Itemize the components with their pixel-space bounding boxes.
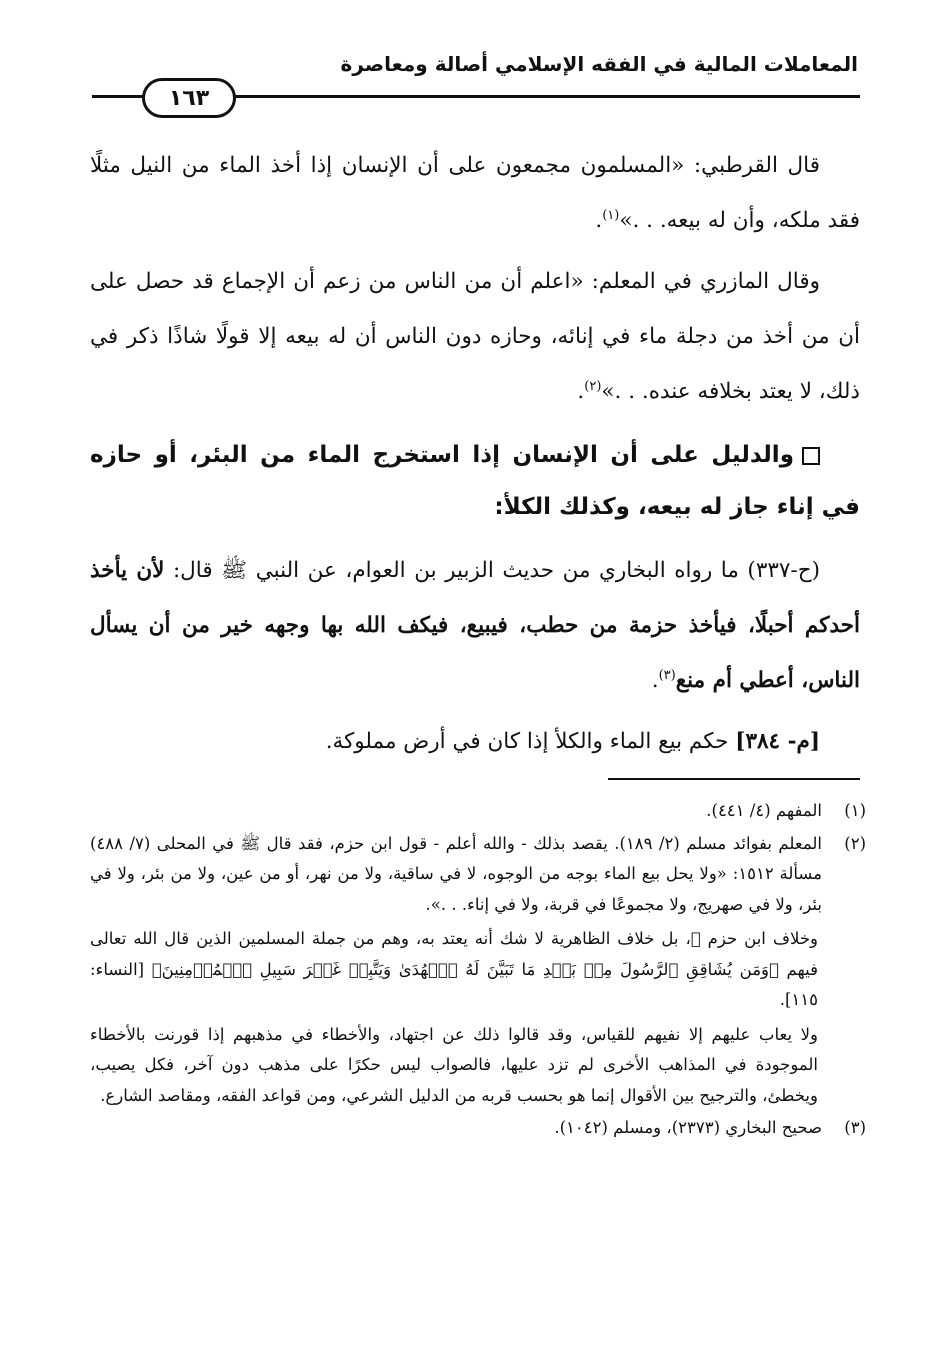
footnote-2-continuation-2: ولا يعاب عليهم إلا نفيهم للقياس، وقد قالوا ذلك عن اجتهاد، والأخطاء في مذهبهم إذا قورنت بالأخطاء الموجودة في المذاهب الأخرى لم تزد عليها، فالصواب ليس حكرًا على مذهب دون آخر، فكل يصيب، ويخطئ، والترجيح بين الأقوال إنما هو بحسب قربه من الدليل الشرعي، ومن قواعد الفقه، ومقاصد الشارع. (90, 1024, 818, 1105)
footnote-text: المفهم (٤/ ٤٤١). (706, 801, 822, 820)
footnote-number: (١) (844, 801, 866, 820)
footnote-number: (٢) (844, 833, 866, 853)
hadith-text: لأن يأخذ أحدكم أحبلًا، فيأخذ حزمة من حطب، فيبيع، فيكف الله بها وجهه خير من أن يسأل الناس، أعطي أم منع (90, 558, 860, 693)
qurtubi-quote-text: قال القرطبي: «المسلمون مجمعون على أن الإنسان إذا أخذ الماء من النيل مثلًا فقد ملكه، وأن له بيعه. . .» (90, 153, 860, 233)
main-text (90, 138, 860, 775)
footnote-3 (90, 1113, 866, 1144)
footnote-2 (90, 829, 866, 1112)
qurtubi-quote-end: . (595, 208, 603, 233)
issue-number: [م- ٣٨٤] (735, 729, 820, 754)
footnote-text: المعلم بفوائد مسلم (٢/ ١٨٩). يقصد بذلك - والله أعلم - قول ابن حزم، فقد قال ﷺ في المحلى (٧/ ٤٨٨) مسألة ١٥١٢: «ولا يحل بيع الماء بوجه من الوجوه، لا في ساقية، ولا من نهر، أو من عين، ولا من بئر، ولا في بئر، ولا في صهريج، ولا مجموعًا في قربة، ولا في إناء. . .». (90, 833, 822, 914)
footnote-ref-3[interactable]: (٣) (658, 667, 676, 683)
qurtubi-quote (90, 138, 860, 248)
footnote-ref-1[interactable]: (١) (602, 207, 620, 223)
hadith-intro: (ح-٣٣٧) ما رواه البخاري من حديث الزبير بن العوام، عن النبي ﷺ قال: (172, 558, 820, 583)
square-bullet-icon (802, 447, 820, 465)
section-heading (90, 429, 860, 533)
footnote-text: صحيح البخاري (٢٣٧٣)، ومسلم (١٠٤٢). (554, 1118, 822, 1137)
footnotes (90, 796, 866, 1146)
mazari-quote-end: . (577, 379, 585, 404)
footnote-number: (٣) (844, 1118, 866, 1137)
hadith-block (90, 543, 860, 708)
page-number: ١٦٣ (142, 78, 236, 118)
mazari-quote-text: وقال المازري في المعلم: «اعلم أن من الناس من زعم أن الإجماع قد حصل على أن من أخذ من دجلة ماء في إنائه، وحازه دون الناس أن له بيعه إلا قولًا شاذًا ذكر في ذلك، لا يعتد بخلافه عنده. . .» (90, 269, 860, 404)
issue-title: حكم بيع الماء والكلأ إذا كان في أرض مملوكة. (325, 729, 729, 754)
section-heading-text: والدليل على أن الإنسان إذا استخرج الماء من البئر، أو حازه في إناء جاز له بيعه، وكذلك الكلأ: (90, 442, 860, 520)
footnote-ref-2[interactable]: (٢) (584, 378, 602, 394)
footnote-separator (608, 778, 860, 780)
running-title: المعاملات المالية في الفقه الإسلامي أصالة ومعاصرة (340, 52, 858, 76)
hadith-end: . (651, 668, 659, 693)
issue-line (90, 714, 860, 769)
footnote-1 (90, 796, 866, 827)
mazari-quote (90, 254, 860, 419)
footnote-2-continuation-1: وخلاف ابن حزم ﷺ، بل خلاف الظاهرية لا شك أنه يعتد به، وهم من جملة المسلمين الذين قال الله تعالى فيهم ﴿وَمَن يُشَاقِقِ ٱلرَّسُولَ مِنۢ بَعۡدِ مَا تَبَيَّنَ لَهُ ٱلۡهُدَىٰ وَيَتَّبِعۡ غَيۡرَ سَبِيلِ ٱلۡمُؤۡمِنِينَ﴾ [النساء: ١١٥]. (90, 929, 818, 1009)
